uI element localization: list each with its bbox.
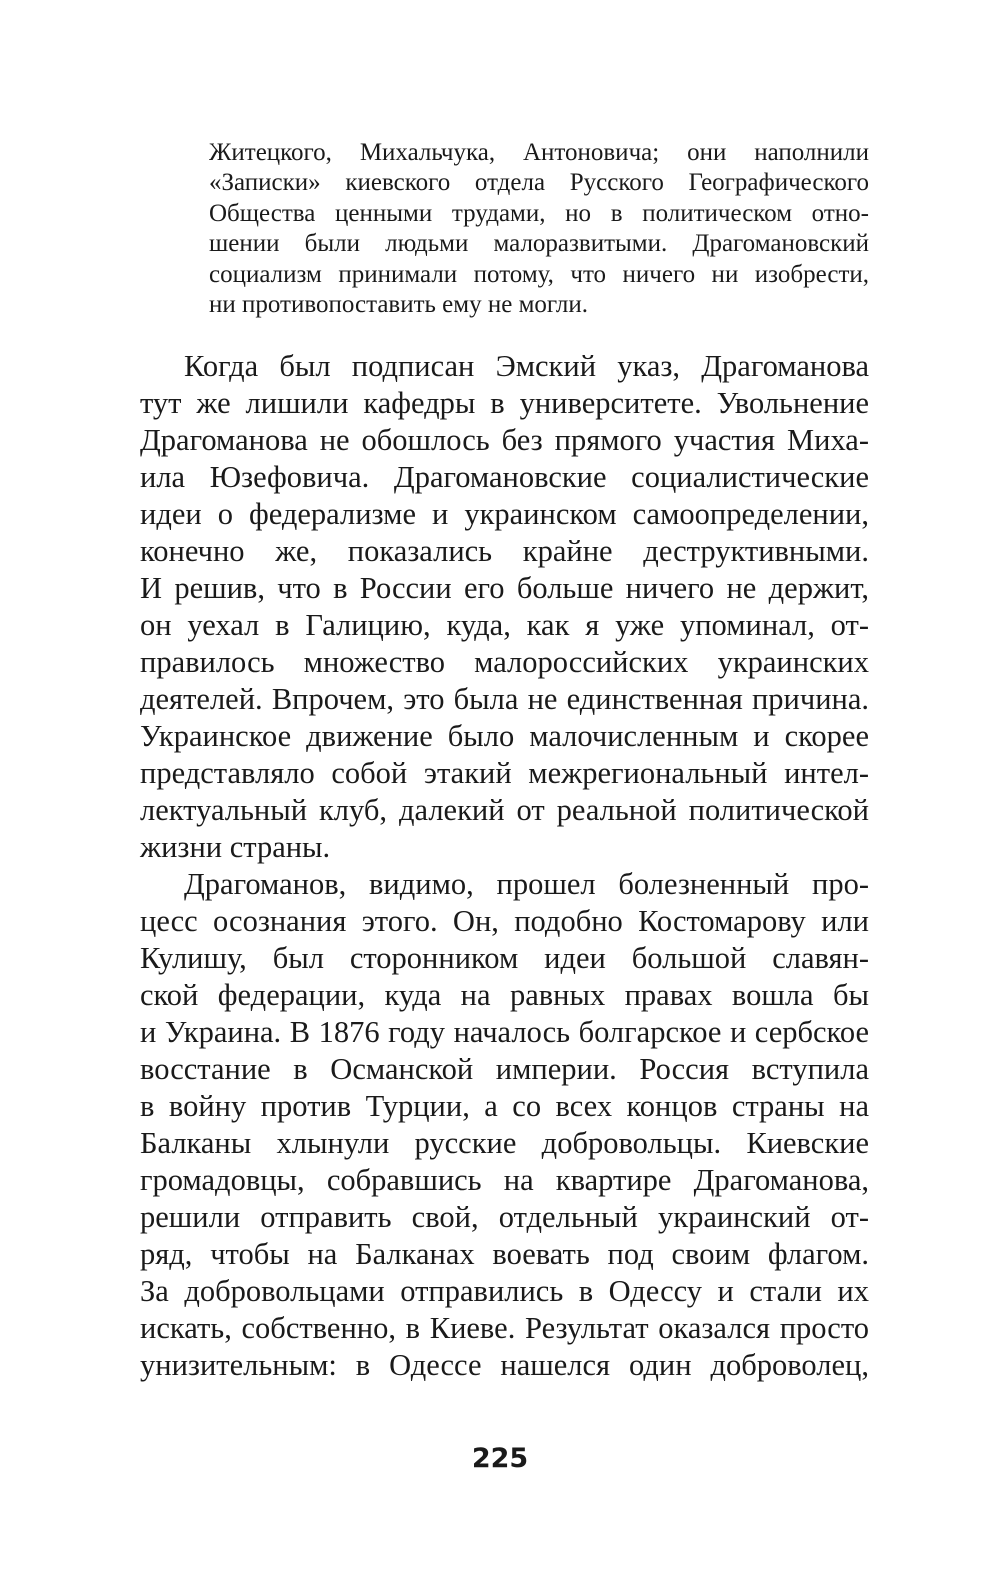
paragraph <box>140 866 869 1384</box>
text-line: искать, собственно, в Киеве. Результат оказался просто <box>140 1311 869 1345</box>
text-line: деятелей. Впрочем, это была не единственная причина. <box>140 682 869 716</box>
text-line: конечно же, показались крайне деструктивными. <box>140 534 869 568</box>
quote-line: «Записки» киевского отдела Русского Географического <box>209 169 869 197</box>
quote-line: социализм принимали потому, что ничего ни изобрести, <box>209 260 869 288</box>
text-line: Драгоманов, видимо, прошел болезненный про- <box>184 867 869 901</box>
text-line: идеи о федерализме и украинском самоопределении, <box>140 497 869 531</box>
page-number: 225 <box>471 1443 529 1474</box>
text-line: восстание в Османской империи. Россия вступила <box>140 1052 869 1086</box>
text-line: лектуальный клуб, далекий от реальной политической <box>140 793 869 827</box>
text-line: Кулишу, был сторонником идеи большой славян- <box>140 941 869 975</box>
text-line: И решив, что в России его больше ничего не держит, <box>140 571 869 605</box>
text-line: решили отправить свой, отдельный украинский от- <box>140 1200 869 1234</box>
text-line: унизительным: в Одессе нашелся один доброволец, <box>140 1348 869 1382</box>
text-line: Когда был подписан Эмский указ, Драгоманова <box>184 349 869 383</box>
quote-line: ни противопоставить ему не могли. <box>209 291 588 319</box>
text-line: в войну против Турции, а со всех концов страны на <box>140 1089 869 1123</box>
text-line: и Украина. В 1876 году началось болгарское и сербское <box>140 1015 869 1049</box>
text-line: ряд, чтобы на Балканах воевать под своим флагом. <box>140 1237 869 1271</box>
text-line: громадовцы, собравшись на квартире Драгоманова, <box>140 1163 869 1197</box>
text-line: Украинское движение было малочисленным и скорее <box>140 719 869 753</box>
text-line: ила Юзефовича. Драгомановские социалистические <box>140 460 869 494</box>
text-line: представляло собой этакий межрегиональный интел- <box>140 756 869 790</box>
text-line: За добровольцами отправились в Одессу и стали их <box>140 1274 869 1308</box>
quote-line: шении были людьми малоразвитыми. Драгомановский <box>209 230 869 258</box>
text-line: цесс осознания этого. Он, подобно Костомарову или <box>140 904 869 938</box>
quote-block <box>209 138 869 320</box>
text-line: Драгоманова не обошлось без прямого участия Миха- <box>140 423 869 457</box>
paragraph <box>140 348 869 866</box>
text-line: жизни страны. <box>140 830 331 864</box>
quote-line: Житецкого, Михальчука, Антоновича; они наполнили <box>209 139 869 166</box>
text-line: ской федерации, куда на равных правах вошла бы <box>140 978 869 1012</box>
text-line: правилось множество малороссийских украинских <box>140 645 869 679</box>
main-text <box>140 348 869 1384</box>
quote-line: Общества ценными трудами, но в политическом отно- <box>209 199 869 227</box>
text-line: он уехал в Галицию, куда, как я уже упоминал, от- <box>140 608 869 642</box>
text-line: тут же лишили кафедры в университете. Увольнение <box>140 386 869 420</box>
text-line: Балканы хлынули русские добровольцы. Киевские <box>140 1126 869 1160</box>
